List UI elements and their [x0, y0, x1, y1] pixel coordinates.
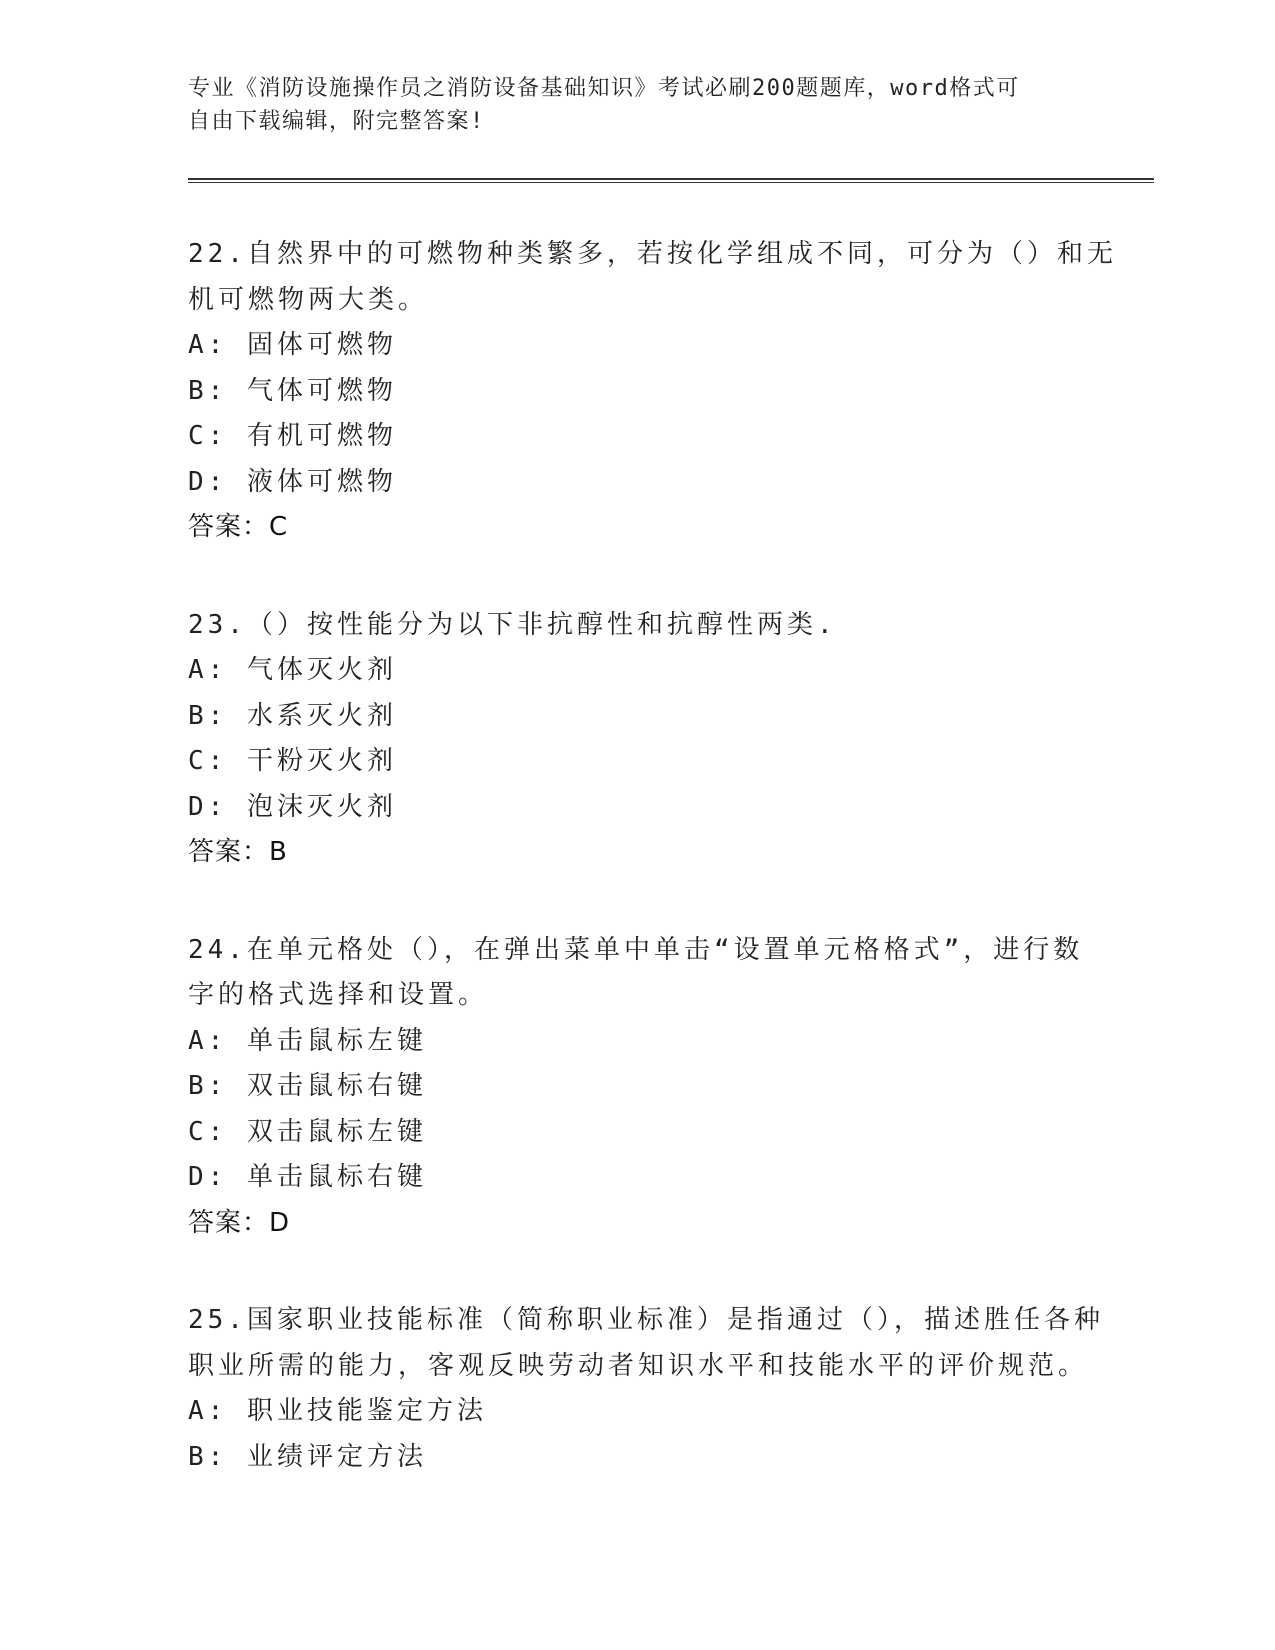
- option-a: A: 固体可燃物: [188, 330, 397, 360]
- question-list: [188, 232, 1117, 1532]
- header-divider-thin: [188, 182, 1154, 183]
- answer-line: 答案：B: [188, 837, 288, 867]
- option-d: D: 单击鼠标右键: [188, 1162, 427, 1192]
- question-stem-line: 字的格式选择和设置。: [188, 980, 489, 1010]
- question-stem-line: 23.（）按性能分为以下非抗醇性和抗醇性两类.: [188, 609, 837, 640]
- question-stem-line: 24.在单元格处（），在弹出菜单中单击“设置单元格格式”，进行数: [188, 934, 1084, 965]
- option-a: A: 气体灭火剂: [188, 655, 397, 685]
- question-stem-line: 职业所需的能力，客观反映劳动者知识水平和技能水平的评价规范。: [188, 1350, 1089, 1381]
- question-24: [188, 928, 1088, 1247]
- answer-line: 答案：C: [188, 512, 289, 542]
- option-a: A: 职业技能鉴定方法: [188, 1396, 487, 1426]
- option-d: D: 液体可燃物: [188, 466, 397, 497]
- option-b: B: 业绩评定方法: [188, 1441, 427, 1472]
- document-header: [188, 72, 1068, 138]
- answer-line: 答案：D: [188, 1207, 291, 1238]
- question-22: [188, 232, 1117, 551]
- question-stem-line: 25.国家职业技能标准（简称职业标准）是指通过（），描述胜任各种: [188, 1305, 1104, 1335]
- option-d: D: 泡沫灭火剂: [188, 791, 397, 822]
- question-stem-line: 机可燃物两大类。: [188, 284, 429, 315]
- option-c: C: 有机可燃物: [188, 421, 397, 451]
- question-23: [188, 603, 1088, 876]
- option-a: A: 单击鼠标左键: [188, 1025, 427, 1056]
- option-c: C: 干粉灭火剂: [188, 746, 397, 776]
- header-line-2: 自由下载编辑，附完整答案!: [188, 109, 485, 134]
- option-c: C: 双击鼠标左键: [188, 1116, 427, 1147]
- question-25: [188, 1298, 1104, 1480]
- option-b: B: 气体可燃物: [188, 375, 397, 406]
- header-line-1: 专业《消防设施操作员之消防设备基础知识》考试必刷200题题库，word格式可: [188, 76, 1020, 101]
- option-b: B: 水系灭火剂: [188, 700, 397, 731]
- option-b: B: 双击鼠标右键: [188, 1071, 427, 1101]
- question-stem-line: 22.自然界中的可燃物种类繁多，若按化学组成不同，可分为（）和无: [188, 239, 1117, 269]
- header-divider-thick: [188, 178, 1154, 180]
